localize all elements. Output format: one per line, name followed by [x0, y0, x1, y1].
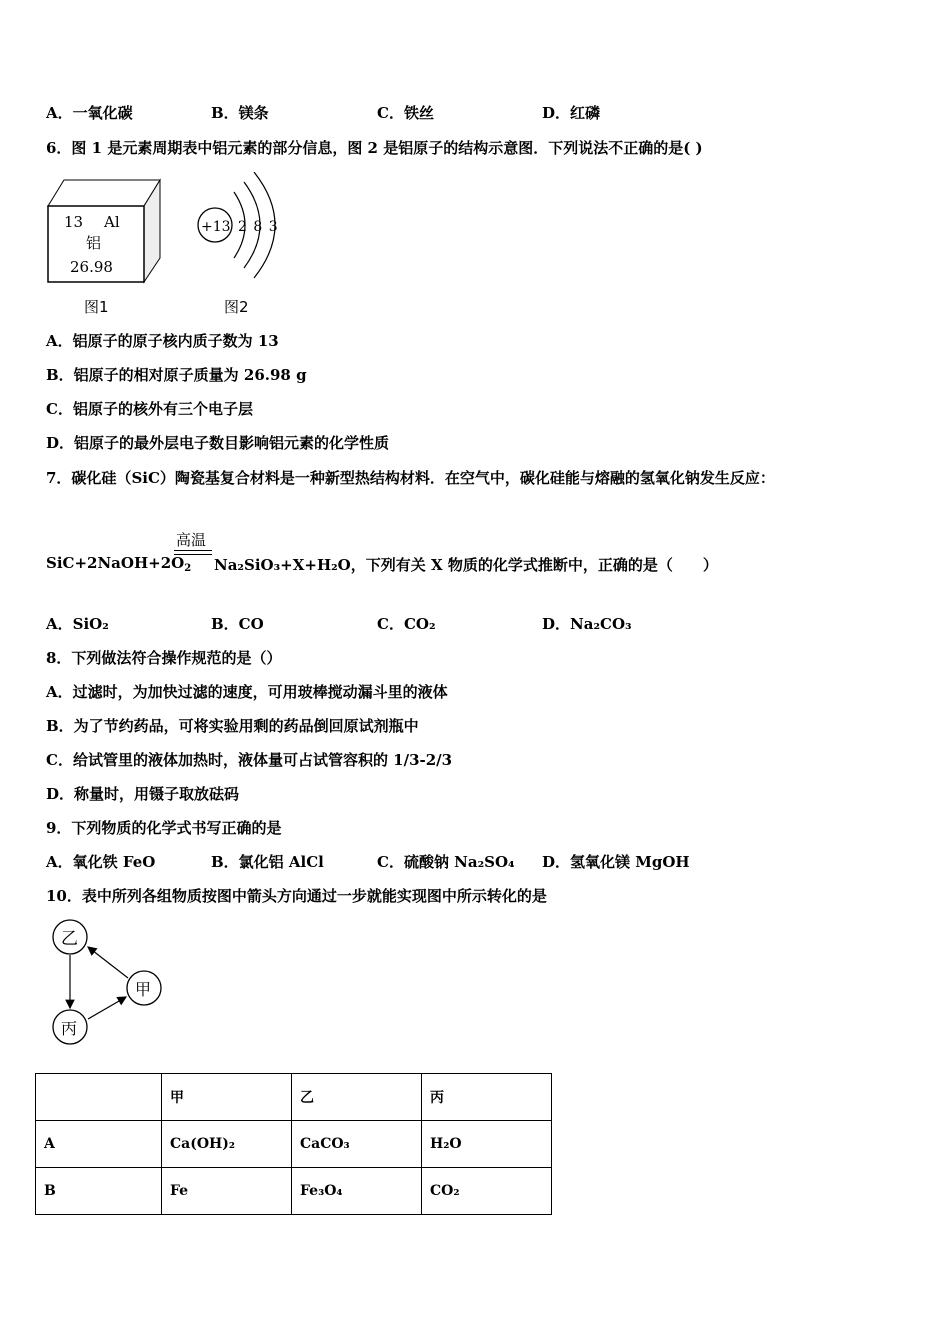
conversion-diagram	[46, 915, 176, 1050]
arrow-jia-to-yi	[88, 947, 128, 978]
fig2-caption: 图2	[224, 298, 249, 316]
q6-option-c: C．铝原子的核外有三个电子层	[46, 400, 253, 418]
q6-option-b: B．铝原子的相对原子质量为 26.98 g	[46, 366, 307, 384]
reaction-condition: 高温	[176, 531, 207, 549]
q7-equation-left: $SiC+2NaOH+2O_2$	[46, 554, 192, 574]
q8-stem: 8．下列做法符合操作规范的是（）	[46, 649, 282, 667]
q10-stem: 10．表中所列各组物质按图中箭头方向通过一步就能实现图中所示转化的是	[46, 887, 547, 905]
q9-option-b: B．氯化铝 AlCl	[211, 853, 324, 871]
table-header-cell: 甲	[162, 1074, 292, 1121]
q5-option-b: B．镁条	[211, 104, 269, 122]
fig2-nucleus: +13	[201, 219, 231, 235]
q5-option-d: D．红磷	[542, 104, 601, 122]
table-cell: Fe	[162, 1168, 292, 1215]
q7-option-d: D．Na₂CO₃	[542, 615, 632, 633]
node-yi: 乙	[61, 929, 78, 949]
q7-equation-right: Na₂SiO₃+X+H₂O，下列有关 X 物质的化学式推断中，正确的是（ ）	[214, 556, 718, 574]
fig2-shells: 2 8 3	[238, 219, 278, 235]
node-bing: 丙	[61, 1019, 78, 1038]
table-cell: H₂O	[422, 1121, 552, 1168]
table-cell: Ca(OH)₂	[162, 1121, 292, 1168]
table-row	[36, 1168, 552, 1215]
table-cell: A	[36, 1121, 162, 1168]
node-jia: 甲	[135, 980, 152, 999]
atom-structure-diagram	[198, 172, 278, 278]
fig1-symbol: Al	[104, 213, 120, 231]
q9-option-c: C．硫酸钠 Na₂SO₄	[377, 853, 515, 871]
q8-option-b: B．为了节约药品，可将实验用剩的药品倒回原试剂瓶中	[46, 717, 419, 735]
fig1-mass: 26.98	[70, 258, 113, 276]
q6-stem: 6．图 1 是元素周期表中铝元素的部分信息，图 2 是铝原子的结构示意图．下列说法不正确的是( )	[46, 139, 703, 157]
q7-option-a: A．SiO₂	[46, 615, 109, 633]
q5-option-c: C．铁丝	[377, 104, 434, 122]
q7-option-b: B．CO	[211, 615, 264, 633]
q8-option-c: C．给试管里的液体加热时，液体量可占试管容积的 1/3-2/3	[46, 751, 453, 769]
fig1-name: 铝	[86, 234, 102, 252]
table-header-cell	[36, 1074, 162, 1121]
table-cell: CaCO₃	[292, 1121, 422, 1168]
table-row	[36, 1121, 552, 1168]
table-cell: Fe₃O₄	[292, 1168, 422, 1215]
table-header-cell: 丙	[422, 1074, 552, 1121]
q7-option-c: C．CO₂	[377, 615, 436, 633]
q9-option-a: A．氧化铁 FeO	[46, 853, 156, 871]
q8-option-a: A．过滤时，为加快过滤的速度，可用玻棒搅动漏斗里的液体	[46, 683, 448, 701]
table-header-row	[36, 1074, 552, 1121]
q6-option-d: D．铝原子的最外层电子数目影响铝元素的化学性质	[46, 434, 390, 452]
q8-option-d: D．称量时，用镊子取放砝码	[46, 785, 240, 803]
answer-table	[35, 1073, 552, 1215]
table-cell: CO₂	[422, 1168, 552, 1215]
q9-stem: 9．下列物质的化学式书写正确的是	[46, 819, 282, 837]
q5-option-a: A．一氧化碳	[46, 104, 133, 122]
arrow-bing-to-jia	[88, 997, 126, 1019]
q9-option-d: D．氢氧化镁 MgOH	[542, 853, 690, 871]
q6-option-a: A．铝原子的原子核内质子数为 13	[46, 332, 279, 350]
q6-figures	[44, 172, 284, 322]
fig1-caption: 图1	[84, 298, 109, 316]
table-header-cell: 乙	[292, 1074, 422, 1121]
fig1-number: 13	[64, 213, 84, 231]
periodic-table-cell	[48, 180, 160, 282]
table-cell: B	[36, 1168, 162, 1215]
q7-stem: 7．碳化硅（SiC）陶瓷基复合材料是一种新型热结构材料．在空气中，碳化硅能与熔融的氢氧化钠发生反应：	[46, 469, 775, 487]
